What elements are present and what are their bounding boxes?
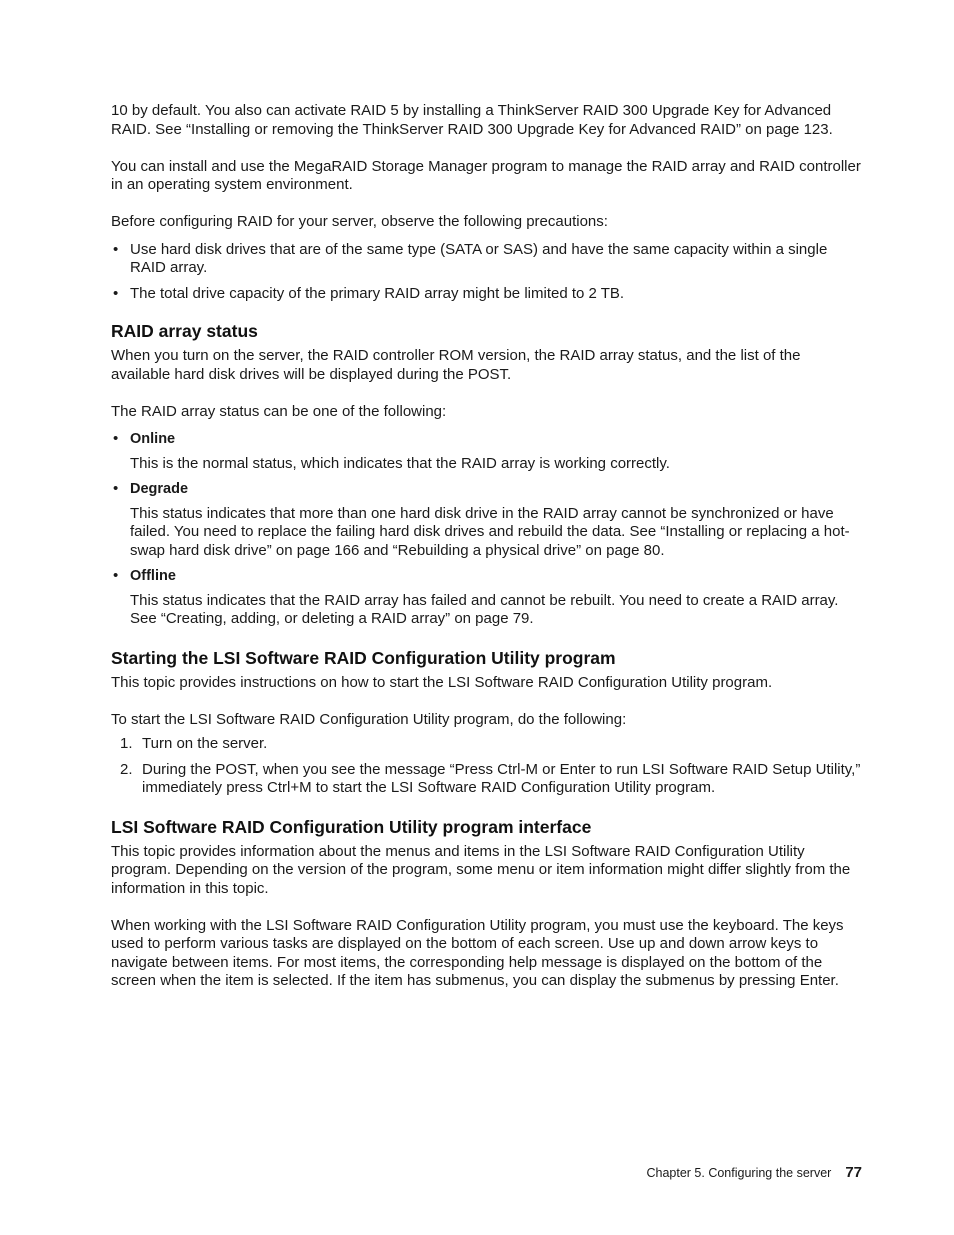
step-number: 2. [120,760,133,778]
intro-paragraph-3: Before configuring RAID for your server, observe the following precautions: [111,213,608,230]
list-item [111,430,863,473]
status-term: Degrade [130,481,189,497]
interface-paragraph-1: This topic provides information about the menus and items in the LSI Software RAID Configuration Utility program. Depending on the version of the program, some menu or item information might differ slightly from the information in this topic. [111,842,851,897]
bullet-icon: • [113,430,119,447]
raid-status-list [111,430,863,629]
page-body [111,102,863,991]
section-heading-raid-status: RAID array status [111,321,258,341]
bullet-icon: • [113,480,119,497]
raid-status-paragraph-2: The RAID array status can be one of the following: [111,402,447,420]
step-number: 1. [120,735,133,752]
list-item: 1. Turn on the server. [120,735,268,752]
status-description: This status indicates that more than one hard disk drive in the RAID array cannot be synchronized or have failed. You need to replace the failing hard disk drives and rebuild the data. See “Installing or replacing a hot-swap hard disk drive” on page 166 and “Rebuilding a physical drive” on page 80. [130,504,850,559]
bullet-icon: • [113,567,119,584]
bullet-icon: • [113,240,119,258]
interface-paragraph-2: When working with the LSI Software RAID Configuration Utility program, you must use the keyboard. The keys used to perform various tasks are displayed on the bottom of each screen. Use up and down arrow keys to navigate between items. For most items, the corresponding help message is displayed on the bottom of the screen when the item is selected. If the item has submenus, you can display the submenus by pressing Enter. [111,916,844,989]
status-term: Offline [130,568,176,584]
list-item [111,480,863,560]
status-description: This status indicates that the RAID array has failed and cannot be rebuilt. You need to create a RAID array. See “Creating, adding, or deleting a RAID array” on page 79. [130,591,839,627]
raid-status-paragraph-1: When you turn on the server, the RAID controller ROM version, the RAID array status, and the list of the available hard disk drives will be displayed during the POST. [111,347,801,383]
status-term: Online [130,431,176,447]
starting-paragraph-1: This topic provides instructions on how to start the LSI Software RAID Configuration Utility program. [111,673,773,691]
chapter-title: Chapter 5. Configuring the server [646,1166,832,1180]
list-item: • The total drive capacity of the primary RAID array might be limited to 2 TB. [113,284,625,302]
status-description: This is the normal status, which indicates that the RAID array is working correctly. [130,454,670,472]
list-item: • Use hard disk drives that are of the same type (SATA or SAS) and have the same capacity within a single RAID array. [113,240,828,276]
list-item [111,567,863,629]
starting-paragraph-2: To start the LSI Software RAID Configuration Utility program, do the following: [111,710,627,728]
precautions-list [111,241,863,304]
intro-paragraph-2: You can install and use the MegaRAID Storage Manager program to manage the RAID array and RAID controller in an operating system environment. [111,157,861,193]
page-footer [0,1164,862,1181]
bullet-icon: • [113,284,119,302]
section-heading-starting: Starting the LSI Software RAID Configuration Utility program [111,647,616,668]
steps-list [111,735,863,798]
section-heading-interface: LSI Software RAID Configuration Utility program interface [111,816,592,837]
list-item: 2. During the POST, when you see the message “Press Ctrl-M or Enter to run LSI Software RAID Setup Utility,” immediately press Ctrl+M to start the LSI Software RAID Configuration Utility program. [120,760,861,796]
page-number: 77 [845,1164,862,1181]
intro-paragraph-1: 10 by default. You also can activate RAID 5 by installing a ThinkServer RAID 300 Upgrade Key for Advanced RAID. See “Installing or removing the ThinkServer RAID 300 Upgrade Key for Advanced RAID” on page 123. [111,102,833,138]
